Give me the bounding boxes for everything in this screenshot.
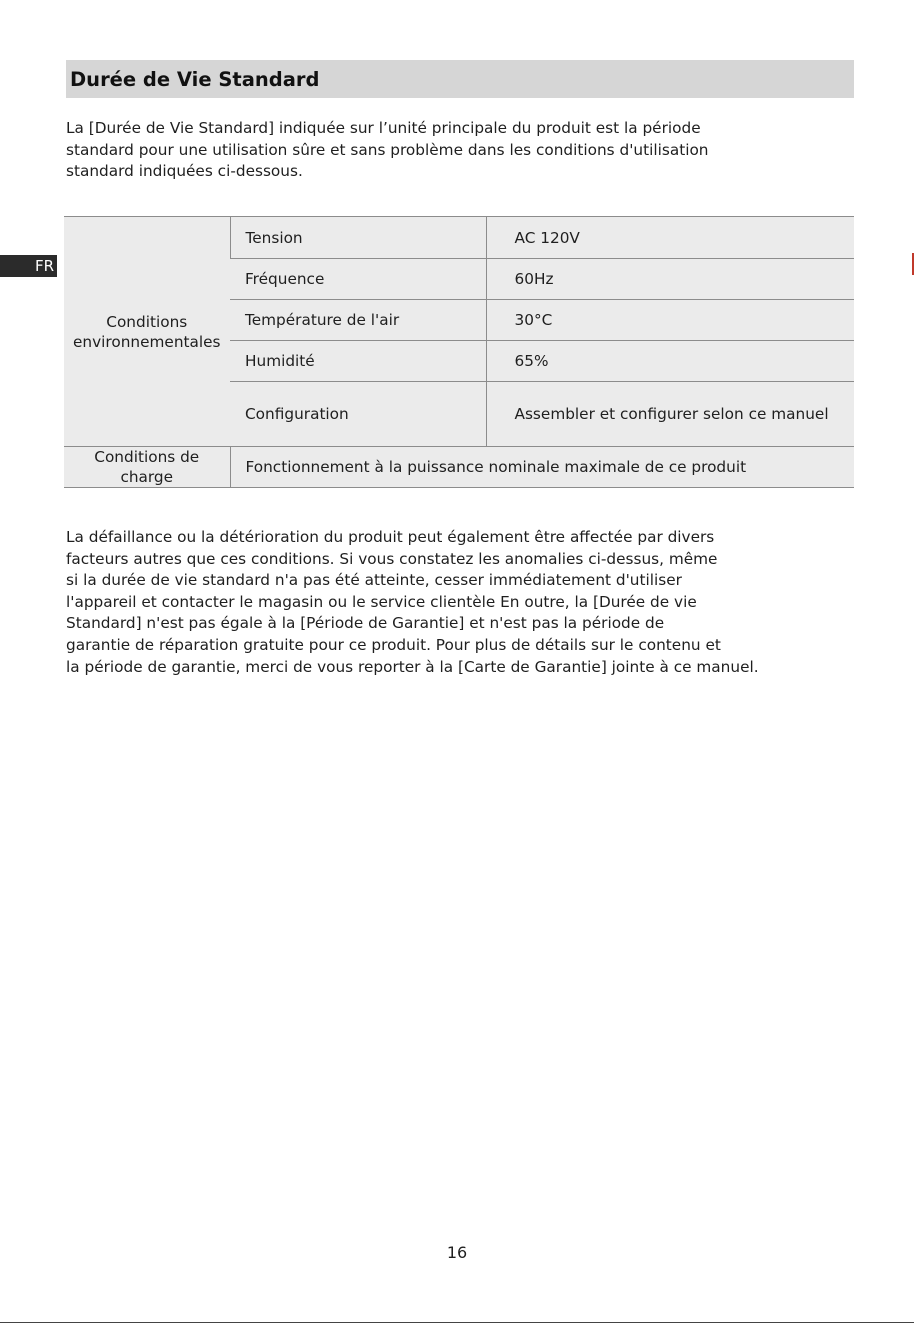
value-cell: 60Hz [486,259,854,300]
intro-line: standard pour une utilisation sûre et sans problème dans les conditions d'utilisation [66,140,709,159]
bottom-rule [0,1322,914,1323]
parameter-cell: Configuration [230,382,486,447]
outro-line: facteurs autres que ces conditions. Si vous constatez les anomalies ci-dessus, même [66,549,718,568]
intro-paragraph [66,118,709,183]
value-cell: 30°C [486,300,854,341]
outro-paragraph [66,527,759,678]
parameter-cell: Humidité [230,341,486,382]
outro-line: la période de garantie, merci de vous reporter à la [Carte de Garantie] jointe à ce manuel. [66,657,759,676]
parameter-cell: Tension [230,217,486,259]
parameter-cell: Température de l'air [230,300,486,341]
intro-line: La [Durée de Vie Standard] indiquée sur l’unité principale du produit est la période [66,119,701,137]
standard-conditions-table [64,216,854,488]
value-cell: Assembler et configurer selon ce manuel [486,382,854,447]
environmental-conditions-label: Conditions environnementales [64,217,230,447]
outro-line: si la durée de vie standard n'a pas été atteinte, cesser immédiatement d'utiliser [66,571,682,590]
load-conditions-value: Fonctionnement à la puissance nominale maximale de ce produit [230,447,854,488]
outro-line: garantie de réparation gratuite pour ce produit. Pour plus de détails sur le contenu et [66,635,721,654]
outro-line: Standard] n'est pas égale à la [Période de Garantie] et n'est pas la période de [66,614,665,633]
table-row [64,217,854,259]
section-header [66,60,854,98]
parameter-cell: Fréquence [230,259,486,300]
section-title: Durée de Vie Standard [70,67,320,91]
load-conditions-label: Conditions de charge [64,447,230,488]
outro-line: La défaillance ou la détérioration du produit peut également être affectée par divers [66,528,715,546]
outro-line: l'appareil et contacter le magasin ou le service clientèle En outre, la [Durée de vie [66,592,697,611]
page-number: 16 [446,1243,468,1262]
value-cell: AC 120V [486,217,854,259]
table-row [64,447,854,488]
language-tab: FR [0,255,57,277]
value-cell: 65% [486,341,854,382]
intro-line: standard indiquées ci-dessous. [66,162,303,181]
